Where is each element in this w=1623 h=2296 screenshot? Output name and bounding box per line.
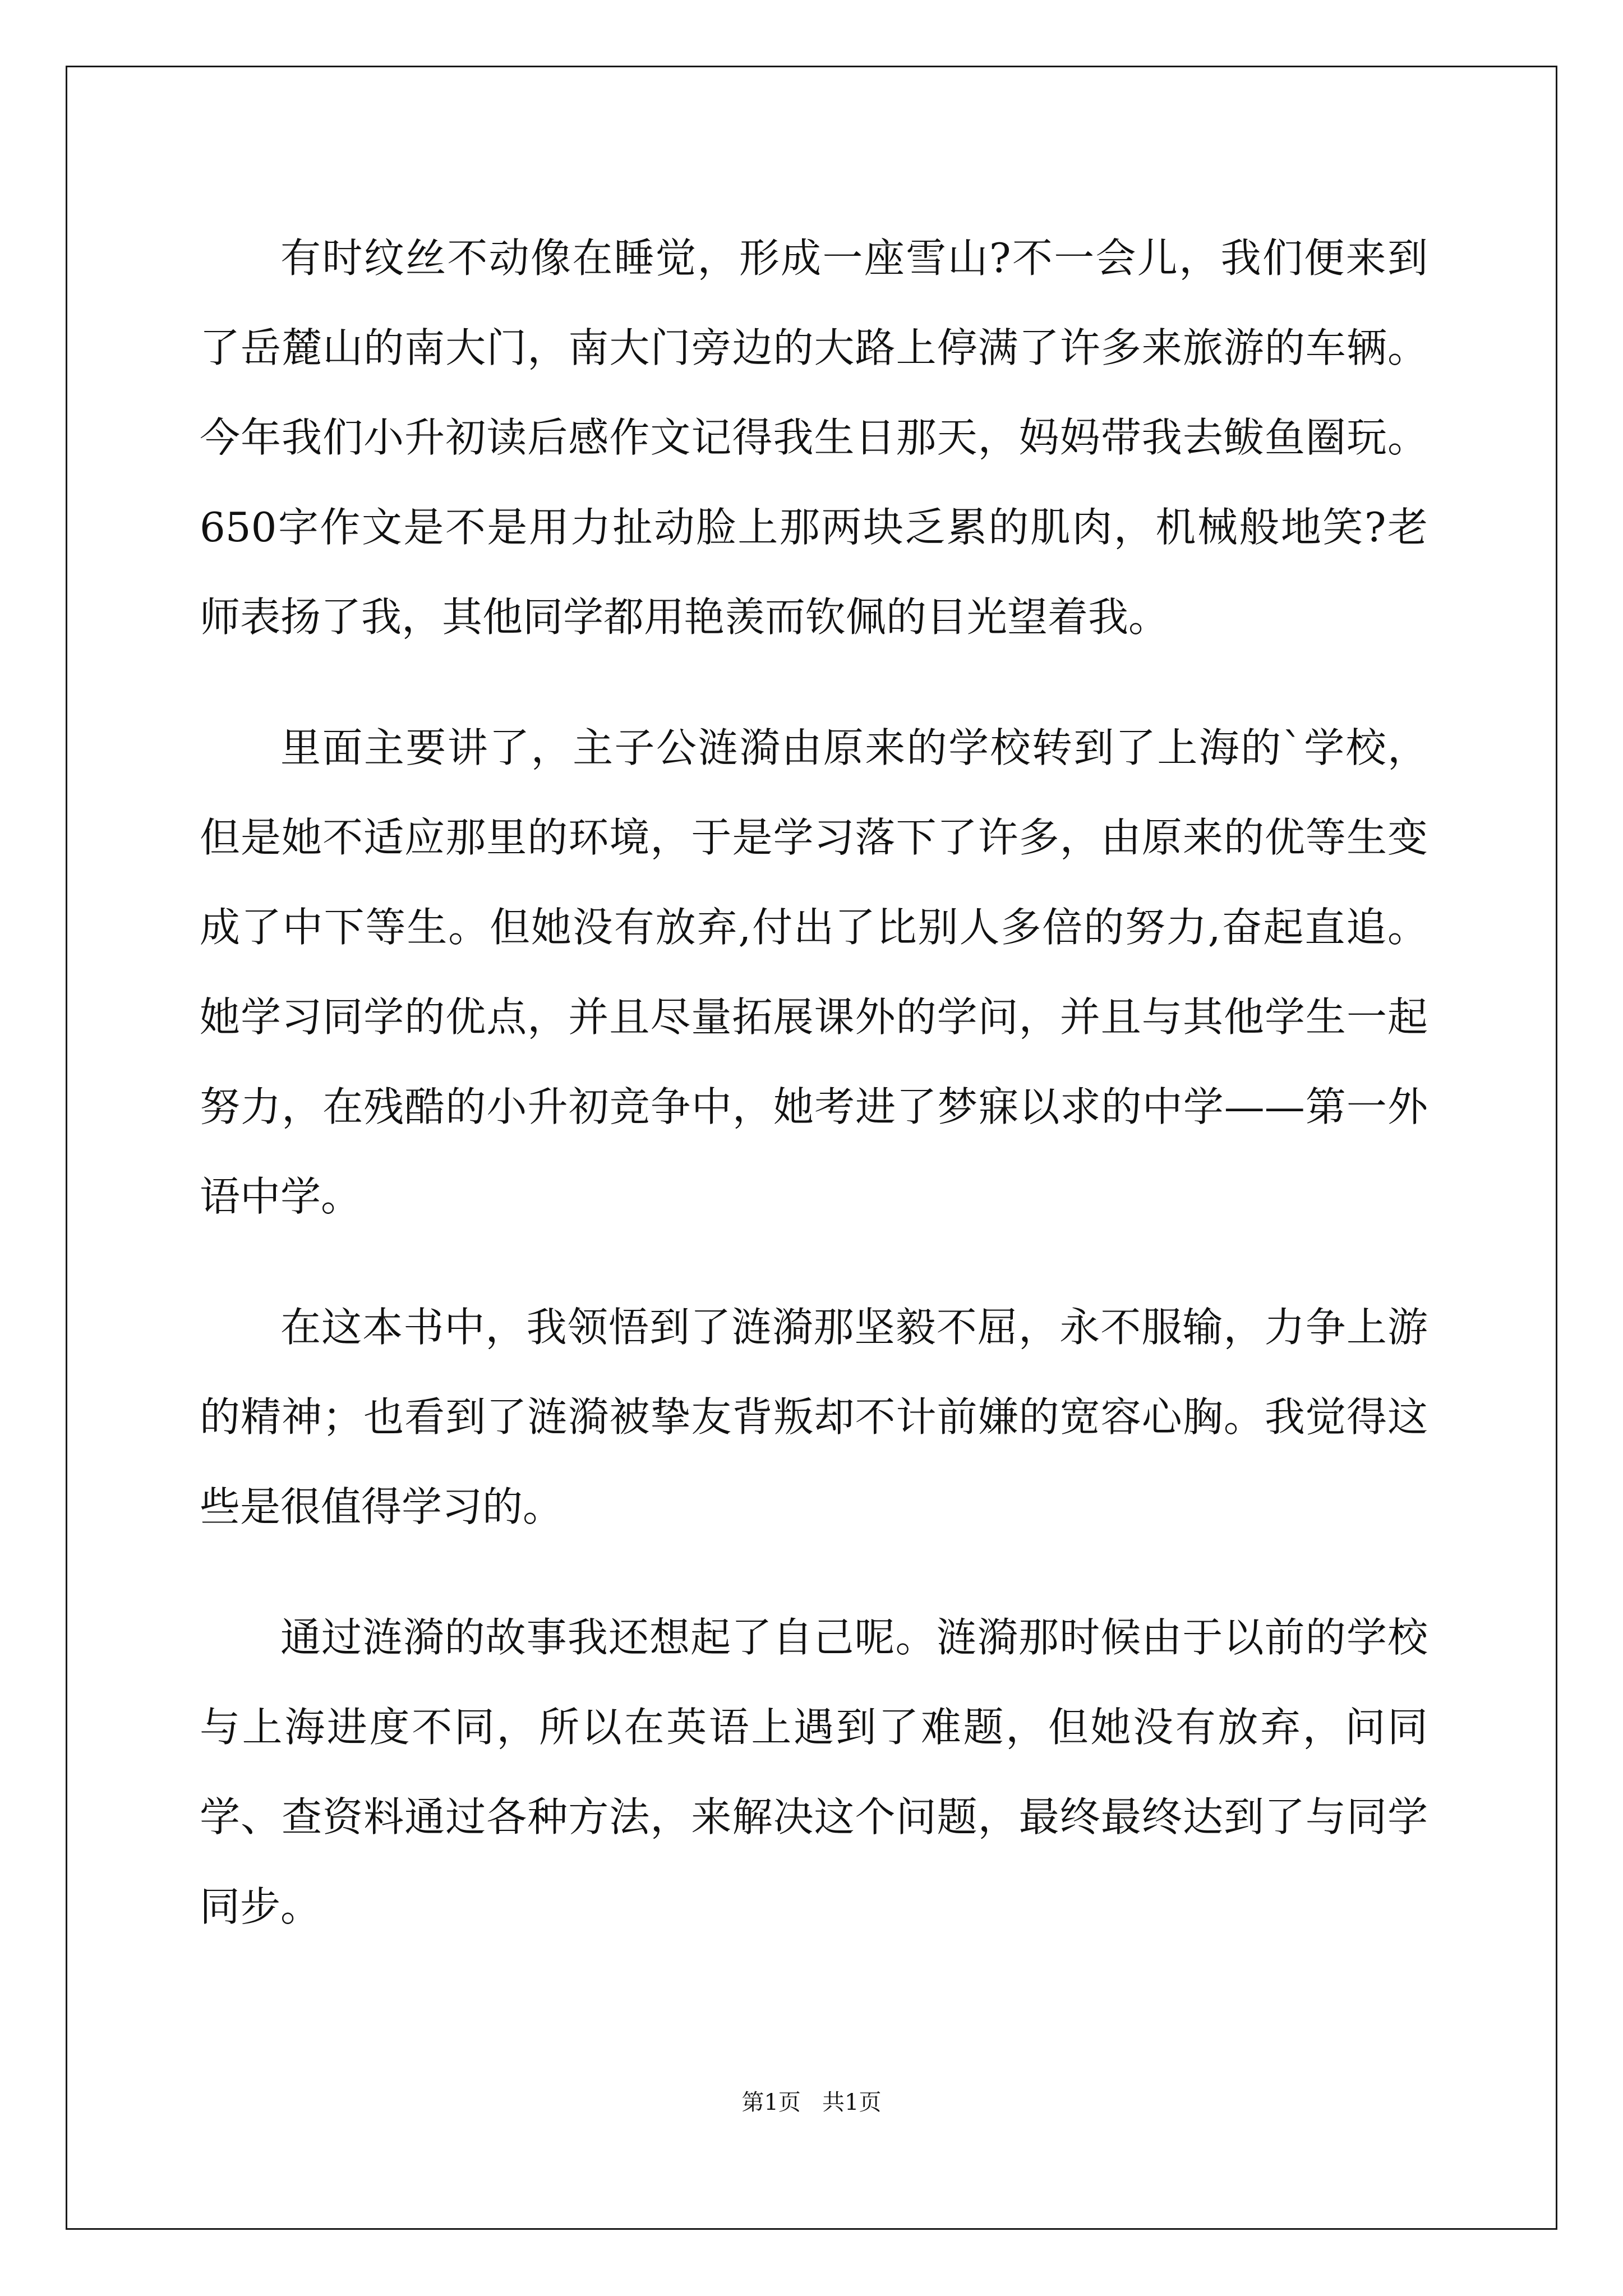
document-body: [200, 213, 1428, 1952]
paragraph: 有时纹丝不动像在睡觉，形成一座雪山?不一会儿，我们便来到了岳麓山的南大门，南大门旁边的大路上停满了许多来旅游的车辆。今年我们小升初读后感作文记得我生日那天，妈妈带我去鲅鱼圈玩。650字作文是不是用力扯动脸上那两块乏累的肌肉，机械般地笑?老师表扬了我，其他同学都用艳羡而钦佩的目光望着我。: [200, 234, 1428, 641]
paragraph: 在这本书中，我领悟到了涟漪那坚毅不屈，永不服输，力争上游的精神；也看到了涟漪被挚友背叛却不计前嫌的宽容心胸。我觉得这些是很值得学习的。: [200, 1304, 1428, 1530]
page-footer: [0, 2086, 1623, 2119]
paragraph: 里面主要讲了，主子公涟漪由原来的学校转到了上海的`学校，但是她不适应那里的环境，于是学习落下了许多，由原来的优等生变成了中下等生。但她没有放弃,付出了比别人多倍的努力,奋起直追。她学习同学的优点，并且尽量拓展课外的学问，并且与其他学生一起努力，在残酷的小升初竞争中，她考进了梦寐以求的中学——第一外语中学。: [200, 724, 1428, 1220]
page-number: 第1页 共1页: [741, 2090, 882, 2115]
paragraph: 通过涟漪的故事我还想起了自己呢。涟漪那时候由于以前的学校与上海进度不同，所以在英语上遇到了难题，但她没有放弃，问同学、查资料通过各种方法，来解决这个问题，最终最终达到了与同学同步。: [200, 1614, 1428, 1930]
